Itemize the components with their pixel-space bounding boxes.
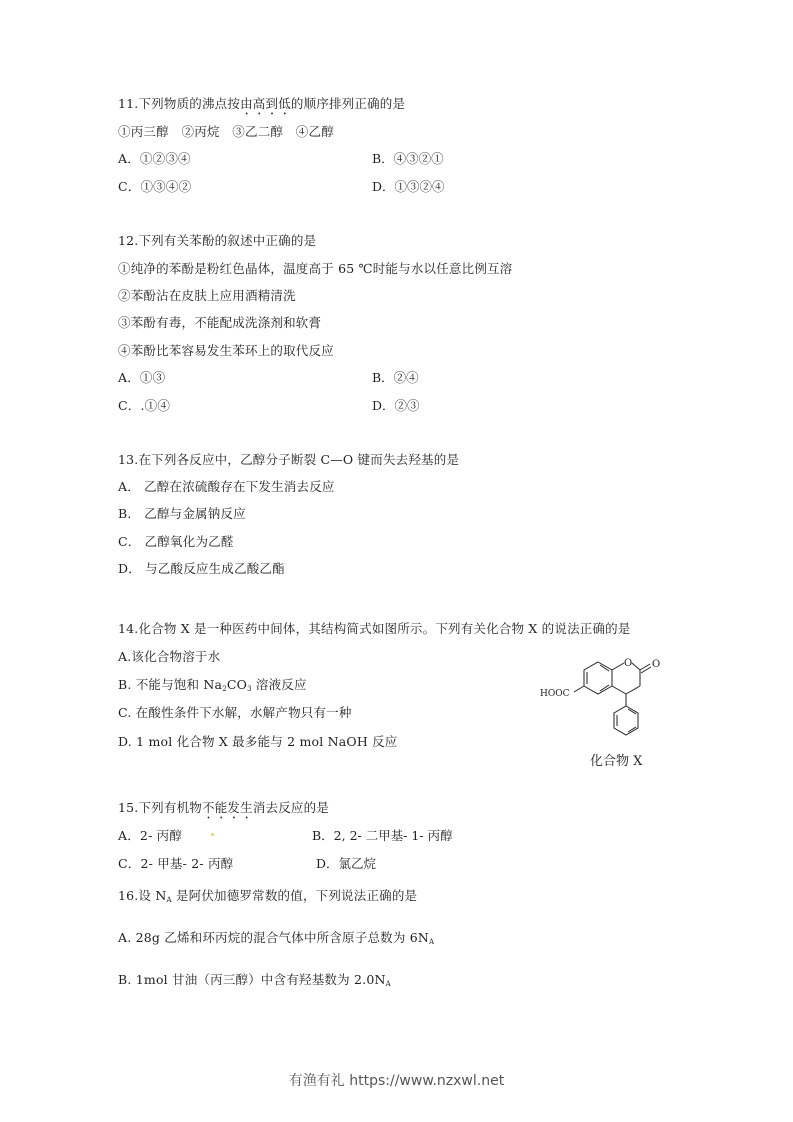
q14-option-a: A.该化合物溶于水 — [118, 649, 221, 664]
q16-stem — [118, 888, 417, 904]
q14-option-d: D. 1 mol 化合物 X 最多能与 2 mol NaOH 反应 — [118, 734, 398, 749]
q11-option-a: A．①②③④ — [118, 151, 191, 166]
subscript: 3 — [247, 685, 252, 693]
q11-emphasis: 由高到低 — [240, 96, 291, 111]
q13-stem-text: 在下列各反应中，乙醇分子断裂 C—O 键而失去羟基的是 — [138, 452, 460, 467]
figure-caption: 化合物 X — [590, 754, 643, 769]
q13-option-c: C． 乙醇氧化为乙醛 — [118, 534, 234, 549]
q11-option-d: D．①③②④ — [372, 179, 445, 194]
carbonyl-oxygen-label: O — [652, 659, 661, 670]
q12-option-a: A．①③ — [118, 370, 166, 385]
q14-number: 14. — [118, 621, 139, 636]
q15-option-c: C．2- 甲基- 2- 丙醇 — [118, 856, 234, 871]
q11-option-c: C．①③④② — [118, 179, 192, 194]
q12-statement-2: ②苯酚沾在皮肤上应用酒精清洗 — [118, 288, 296, 303]
q16-number: 16. — [118, 888, 139, 903]
q13-stem — [118, 452, 459, 468]
ring-oxygen-label: O — [624, 658, 633, 669]
stray-dot — [211, 833, 214, 836]
subscript: A — [385, 980, 391, 988]
q16-stem-text: 设 N — [138, 888, 167, 903]
chemical-structure-icon — [536, 650, 686, 750]
q13-option-b: B． 乙醇与金属钠反应 — [118, 506, 246, 521]
q12-option-b: B．②④ — [372, 370, 419, 385]
q15-number: 15. — [118, 800, 139, 815]
q16-option-a — [118, 930, 434, 946]
q12-option-d: D．②③ — [372, 398, 420, 413]
q11-stem-text: 下列物质的沸点按 — [138, 96, 241, 111]
q15-emphasis: 不能发生 — [202, 800, 253, 815]
q16-option-a-text: A. 28g 乙烯和环丙烷的混合气体中所含原子总数为 6N — [118, 930, 430, 945]
q11-stem-text-end: 的顺序排列正确的是 — [290, 96, 406, 111]
q15-option-b: B．2, 2- 二甲基- 1- 丙醇 — [312, 828, 453, 843]
q15-option-d: D．氯乙烷 — [316, 856, 377, 871]
subscript: 2 — [222, 685, 227, 693]
q15-stem — [118, 800, 329, 822]
q11-stem — [118, 96, 405, 118]
q14-option-b-formula: CO — [226, 677, 248, 692]
q12-statement-3: ③苯酚有毒，不能配成洗涤剂和软膏 — [118, 315, 322, 330]
q14-stem — [118, 621, 631, 637]
q13-option-d: D． 与乙酸反应生成乙酸乙酯 — [118, 561, 285, 576]
footer-watermark: 有渔有礼 https://www.nzxwl.net — [288, 1073, 505, 1089]
q14-option-b-text-end: 溶液反应 — [251, 677, 307, 692]
q11-items: ①丙三醇 ②丙烷 ③乙二醇 ④乙醇 — [118, 124, 334, 139]
q16-option-b — [118, 972, 391, 988]
q12-statement-1: ①纯净的苯酚是粉红色晶体，温度高于 65 ℃时能与水以任意比例互溶 — [118, 261, 513, 276]
q12-stem — [118, 233, 316, 249]
q15-option-a: A．2- 丙醇 — [118, 828, 183, 843]
q12-option-c: C．.①④ — [118, 398, 171, 413]
q15-stem-text-end: 消去反应的是 — [252, 800, 330, 815]
q13-number: 13. — [118, 452, 139, 467]
subscript: A — [429, 938, 435, 946]
q12-stem-text: 下列有关苯酚的叙述中正确的是 — [138, 233, 317, 248]
q14-option-c: C. 在酸性条件下水解，水解产物只有一种 — [118, 705, 352, 720]
q11-option-b: B．④③②① — [372, 151, 444, 166]
subscript: A — [166, 896, 172, 904]
q14-option-b — [118, 677, 307, 693]
q11-number: 11. — [118, 96, 139, 111]
hooc-label: HOOC — [540, 689, 570, 699]
q14-option-b-text: B. 不能与饱和 Na — [118, 677, 223, 692]
q16-option-b-text: B. 1mol 甘油（丙三醇）中含有羟基数为 2.0N — [118, 972, 386, 987]
q12-number: 12. — [118, 233, 139, 248]
q12-statement-4: ④苯酚比苯容易发生苯环上的取代反应 — [118, 343, 334, 358]
q13-option-a: A． 乙醇在浓硫酸存在下发生消去反应 — [118, 479, 335, 494]
q15-stem-text: 下列有机物 — [138, 800, 202, 815]
q14-stem-text: 化合物 X 是一种医药中间体，其结构简式如图所示。下列有关化合物 X 的说法正确的是 — [138, 621, 631, 636]
q16-stem-text-end: 是阿伏加德罗常数的值，下列说法正确的是 — [171, 888, 418, 903]
